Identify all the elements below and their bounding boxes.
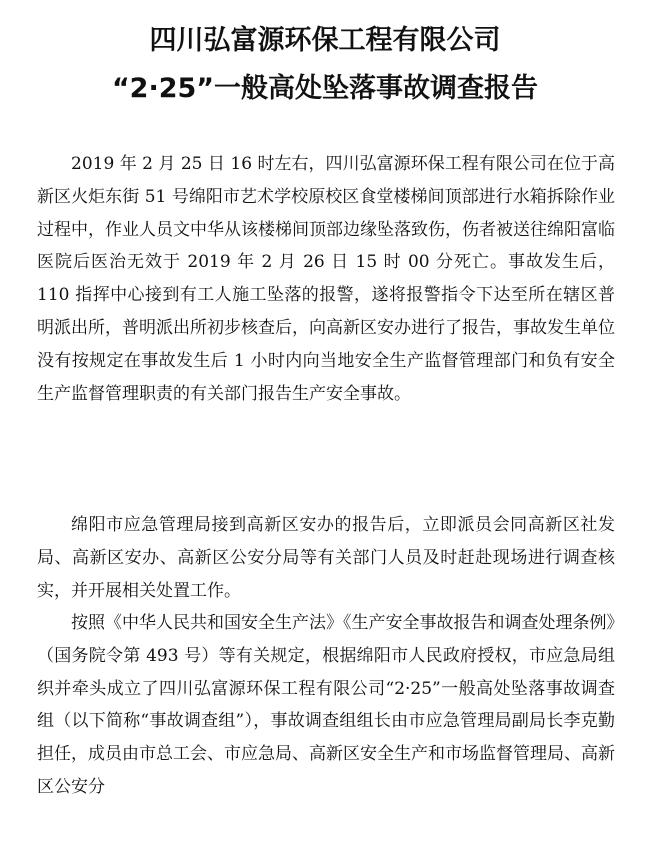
paragraph-response: 绵阳市应急管理局接到高新区安办的报告后，立即派员会同高新区社发局、高新区安办、高新区公安分局等有关部门人员及时赶赴现场进行调查核实，并开展相关处置工作。	[37, 515, 615, 601]
document-title-line-2: “2·25”一般高处坠落事故调查报告	[111, 73, 539, 104]
paragraph-investigation-team: 按照《中华人民共和国安全生产法》《生产安全事故报告和调查处理条例》（国务院令第 493 号）等有关规定，根据绵阳市人民政府授权，市应急局组织并牵头成立了四川弘富源环保工程有限公司“2·25”一般高处坠落事故调查组（以下简称“事故调查组”），事故调查组组长由市应急管理局副局长李克勤担任，成员由市总工会、市应急局、高新区安全生产和市场监督管理局、高新区公安分	[37, 613, 615, 797]
paragraph-accident-summary: 2019 年 2 月 25 日 16 时左右，四川弘富源环保工程有限公司在位于高新区火炬东街 51 号绵阳市艺术学校原校区食堂楼梯间顶部进行水箱拆除作业过程中，作业人员文中华从该楼梯间顶部边缘坠落致伤，伤者被送往绵阳富临医院后医治无效于 2019 年 2 月 26 日 15 时 00 分死亡。事故发生后，110 指挥中心接到有工人施工坠落的报警，遂将报警指令下达至所在辖区普明派出所，普明派出所初步核查后，向高新区安办进行了报告，事故发生单位没有按规定在事故发生后 1 小时内向当地安全生产监督管理部门和负有安全生产监督管理职责的有关部门报告生产安全事故。	[37, 154, 615, 404]
document-title-line-1: 四川弘富源环保工程有限公司	[149, 25, 501, 56]
